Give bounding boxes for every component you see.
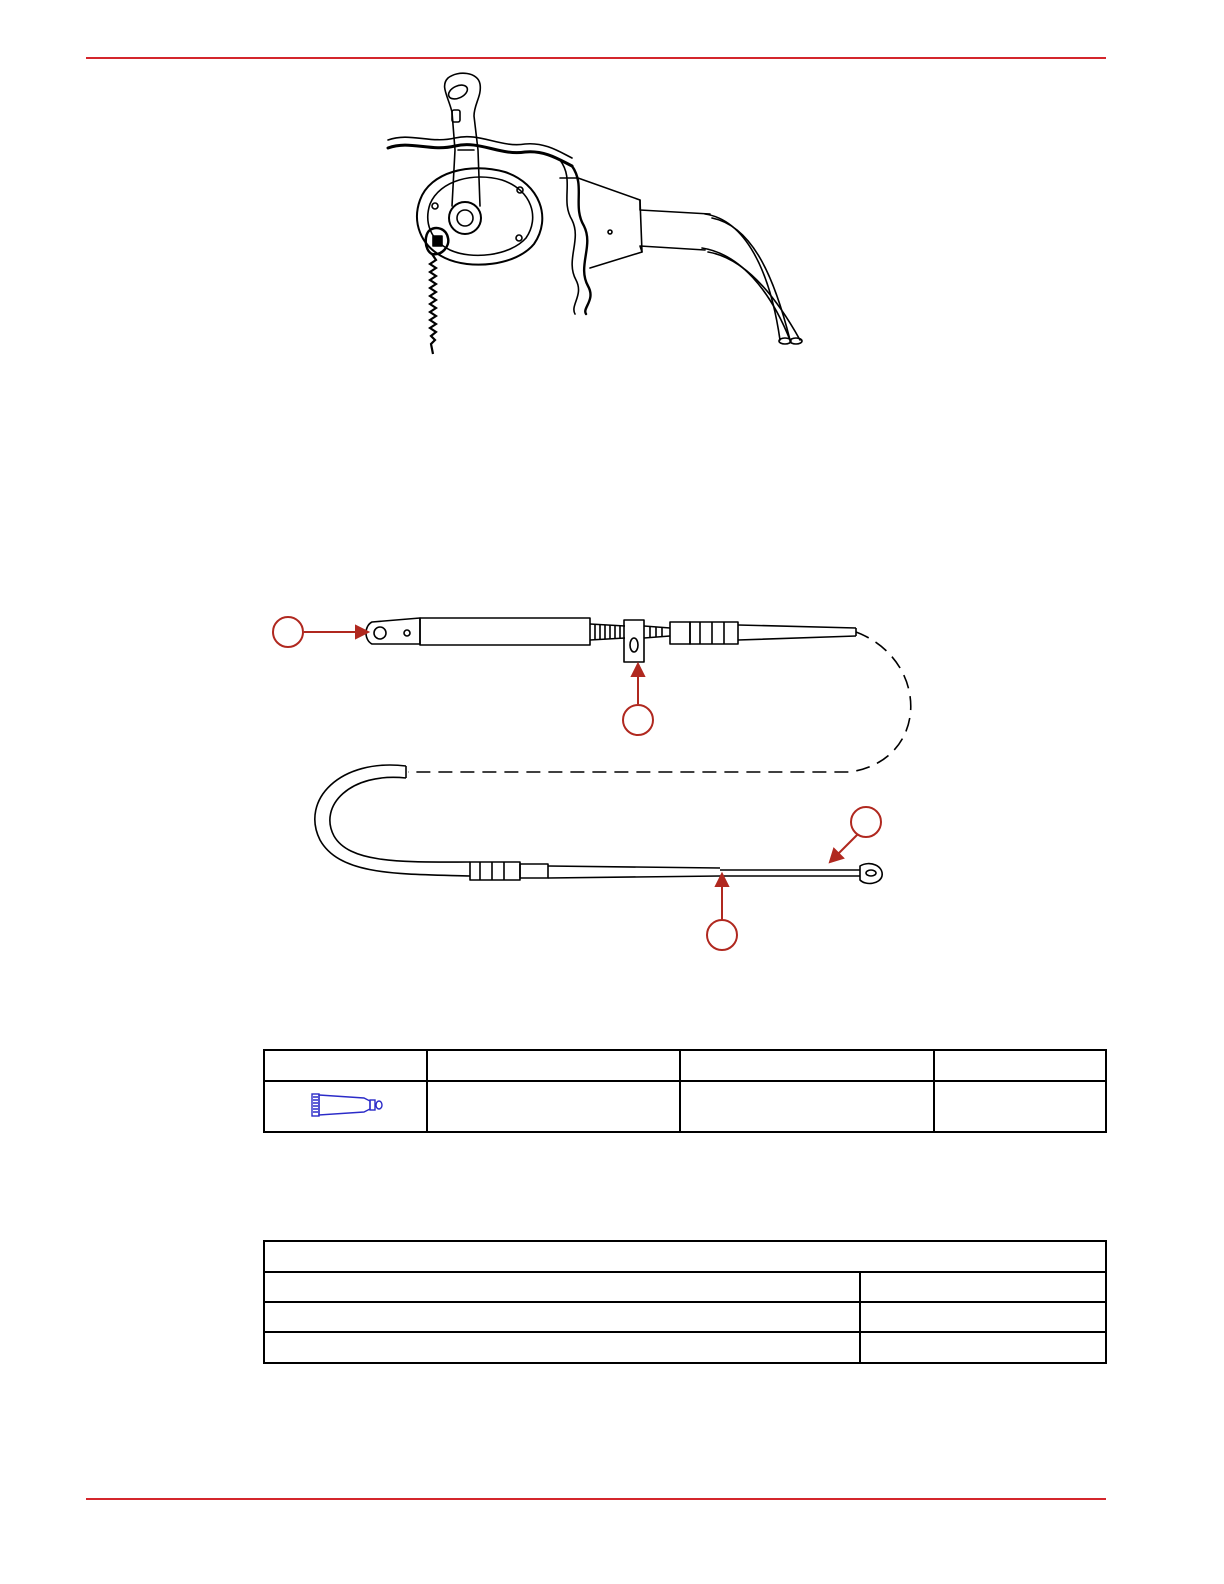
callout-2 — [623, 705, 653, 735]
callout-4 — [707, 920, 737, 950]
lube-icon-cell — [264, 1081, 427, 1132]
lube-usage-cell — [680, 1081, 934, 1132]
lubricant-table-header — [264, 1050, 1106, 1081]
footer-rule — [86, 1498, 1106, 1500]
spec-cell — [264, 1272, 860, 1302]
spec-table-row — [264, 1272, 1106, 1302]
callout-3 — [851, 807, 881, 837]
spec-cell — [264, 1302, 860, 1332]
lubricant-table — [263, 1049, 1107, 1133]
lube-part-number-cell — [934, 1081, 1106, 1132]
lubricant-tube-icon — [306, 1089, 386, 1121]
lubricant-table-row — [264, 1081, 1106, 1132]
lube-description-cell — [427, 1081, 680, 1132]
spec-table-title — [264, 1241, 1106, 1272]
spec-table-title-row — [264, 1241, 1106, 1272]
spec-cell — [860, 1272, 1106, 1302]
lube-header-cell — [934, 1050, 1106, 1081]
spec-cell — [264, 1332, 860, 1363]
spec-table-row — [264, 1302, 1106, 1332]
lube-header-cell — [680, 1050, 934, 1081]
specification-table — [263, 1240, 1107, 1364]
spec-cell — [860, 1302, 1106, 1332]
lube-header-cell — [264, 1050, 427, 1081]
spec-table-row — [264, 1332, 1106, 1363]
lube-header-cell — [427, 1050, 680, 1081]
spec-cell — [860, 1332, 1106, 1363]
callout-1 — [273, 617, 303, 647]
